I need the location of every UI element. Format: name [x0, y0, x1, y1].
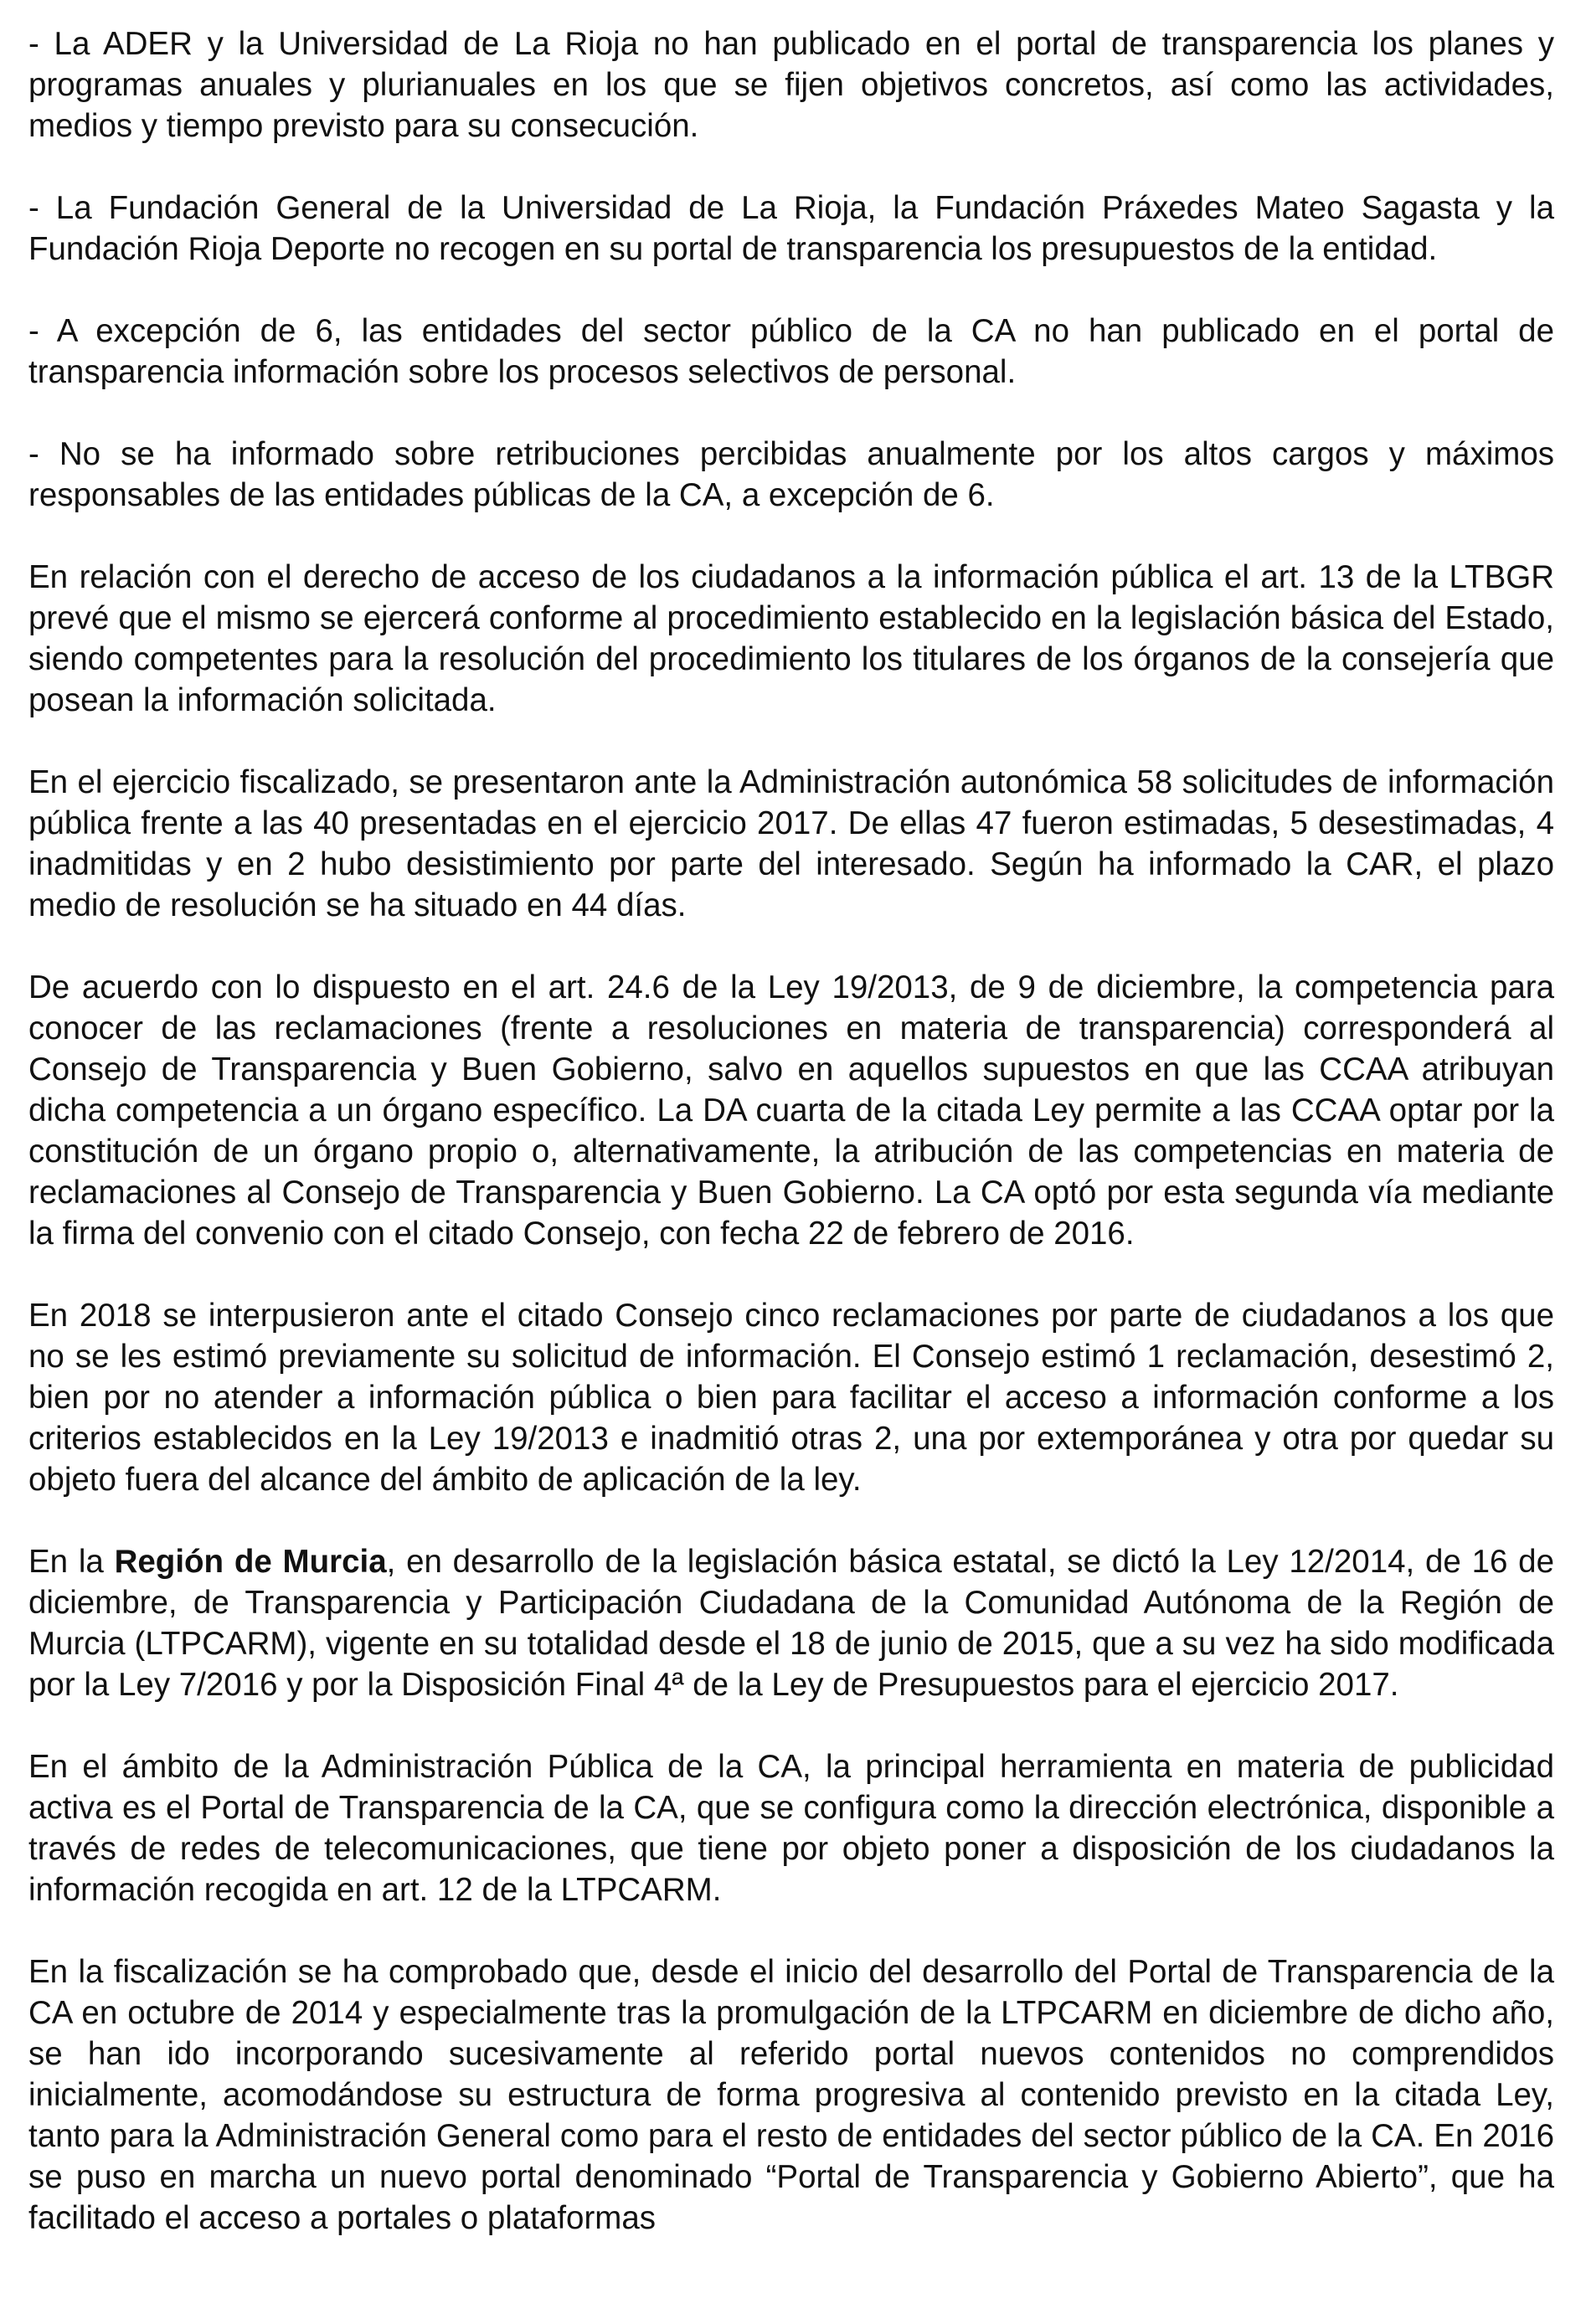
paragraph-text: De acuerdo con lo dispuesto en el art. 24.6 de la Ley 19/2013, de 9 de diciembre, la competencia para conocer de las reclamaciones (frente a resoluciones en materia de transparencia) corresponderá al Consejo de Transparencia y Buen Gobierno, salvo en aquellos supuestos en que las CCAA atribuyan dicha competencia a un órgano específico. La DA cuarta de la citada Ley permite a las CCAA optar por la constitución de un órgano propio o, alternativamente, la atribución de las competencias en materia de reclamaciones al Consejo de Transparencia y Buen Gobierno. La CA optó por esta segunda vía mediante la firma del convenio con el citado Consejo, con fecha 22 de febrero de 2016. — [28, 969, 1554, 1252]
paragraph-prefix: En la — [28, 1544, 115, 1580]
paragraph-text: En el ejercicio fiscalizado, se presentaron ante la Administración autonómica 58 solicitudes de información pública frente a las 40 presentadas en el ejercicio 2017. De ellas 47 fueron estimadas, 5 desestimadas, 4 inadmitidas y en 2 hubo desistimiento por parte del interesado. Según ha informado la CAR, el plazo medio de resolución se ha situado en 44 días. — [28, 764, 1554, 923]
paragraph-text: - La ADER y la Universidad de La Rioja no han publicado en el portal de transparencia los planes y programas anuales y plurianuales en los que se fijen objetivos concretos, así como las actividades, medios y tiempo previsto para su consecución. — [28, 26, 1554, 144]
paragraph-reclamaciones-competencia — [28, 967, 1554, 1254]
paragraph-reclamaciones-2018 — [28, 1295, 1554, 1500]
paragraph-region-murcia — [28, 1541, 1554, 1705]
region-name-bold: Región de Murcia — [114, 1544, 387, 1580]
paragraph-solicitudes — [28, 762, 1554, 926]
paragraph-fiscalizacion-portal — [28, 1951, 1554, 2239]
paragraph-text: En 2018 se interpusieron ante el citado Consejo cinco reclamaciones por parte de ciudadanos a los que no se les estimó previamente su solicitud de información. El Consejo estimó 1 reclamación, desestimó 2, bien por no atender a información pública o bien para facilitar el acceso a información conforme a los criterios establecidos en la Ley 19/2013 e inadmitió otras 2, una por extemporánea y otra por quedar su objeto fuera del alcance del ámbito de aplicación de la ley. — [28, 1298, 1554, 1498]
paragraph-text: - No se ha informado sobre retribuciones percibidas anualmente por los altos cargos y máximos responsables de las entidades públicas de la CA, a excepción de 6. — [28, 436, 1554, 513]
paragraph-retribuciones — [28, 434, 1554, 516]
paragraph-derecho-acceso — [28, 557, 1554, 721]
paragraph-text: En relación con el derecho de acceso de los ciudadanos a la información pública el art. 13 de la LTBGR prevé que el mismo se ejercerá conforme al procedimiento establecido en la legislación básica del Estado, siendo competentes para la resolución del procedimiento los titulares de los órganos de la consejería que posean la información solicitada. — [28, 559, 1554, 718]
paragraph-ader-universidad — [28, 23, 1554, 147]
paragraph-text: - A excepción de 6, las entidades del sector público de la CA no han publicado en el portal de transparencia información sobre los procesos selectivos de personal. — [28, 313, 1554, 390]
paragraph-text: En el ámbito de la Administración Pública de la CA, la principal herramienta en materia de publicidad activa es el Portal de Transparencia de la CA, que se configura como la dirección electrónica, disponible a través de redes de telecomunicaciones, que tiene por objeto poner a disposición de los ciudadanos la información recogida en art. 12 de la LTPCARM. — [28, 1749, 1554, 1908]
paragraph-procesos-selectivos — [28, 311, 1554, 393]
paragraph-fundaciones-presupuestos — [28, 188, 1554, 270]
paragraph-text: - La Fundación General de la Universidad de La Rioja, la Fundación Práxedes Mateo Sagasta y la Fundación Rioja Deporte no recogen en su portal de transparencia los presupuestos de la entidad. — [28, 190, 1554, 267]
paragraph-text: En la fiscalización se ha comprobado que, desde el inicio del desarrollo del Portal de Transparencia de la CA en octubre de 2014 y especialmente tras la promulgación de la LTPCARM en diciembre de dicho año, se han ido incorporando sucesivamente al referido portal nuevos contenidos no comprendidos inicialmente, acomodándose su estructura de forma progresiva al contenido previsto en la citada Ley, tanto para la Administración General como para el resto de entidades del sector público de la CA. En 2016 se puso en marcha un nuevo portal denominado “Portal de Transparencia y Gobierno Abierto”, que ha facilitado el acceso a portales o plataformas — [28, 1954, 1554, 2236]
document-page — [28, 23, 1554, 2239]
paragraph-text: , en desarrollo de la legislación básica estatal, se dictó la Ley 12/2014, de 16 de diciembre, de Transparencia y Participación Ciudadana de la Comunidad Autónoma de la Región de Murcia (LTPCARM), vigente en su totalidad desde el 18 de junio de 2015, que a su vez ha sido modificada por la Ley 7/2016 y por la Disposición Final 4ª de la Ley de Presupuestos para el ejercicio 2017. — [28, 1544, 1554, 1703]
paragraph-portal-transparencia — [28, 1746, 1554, 1910]
